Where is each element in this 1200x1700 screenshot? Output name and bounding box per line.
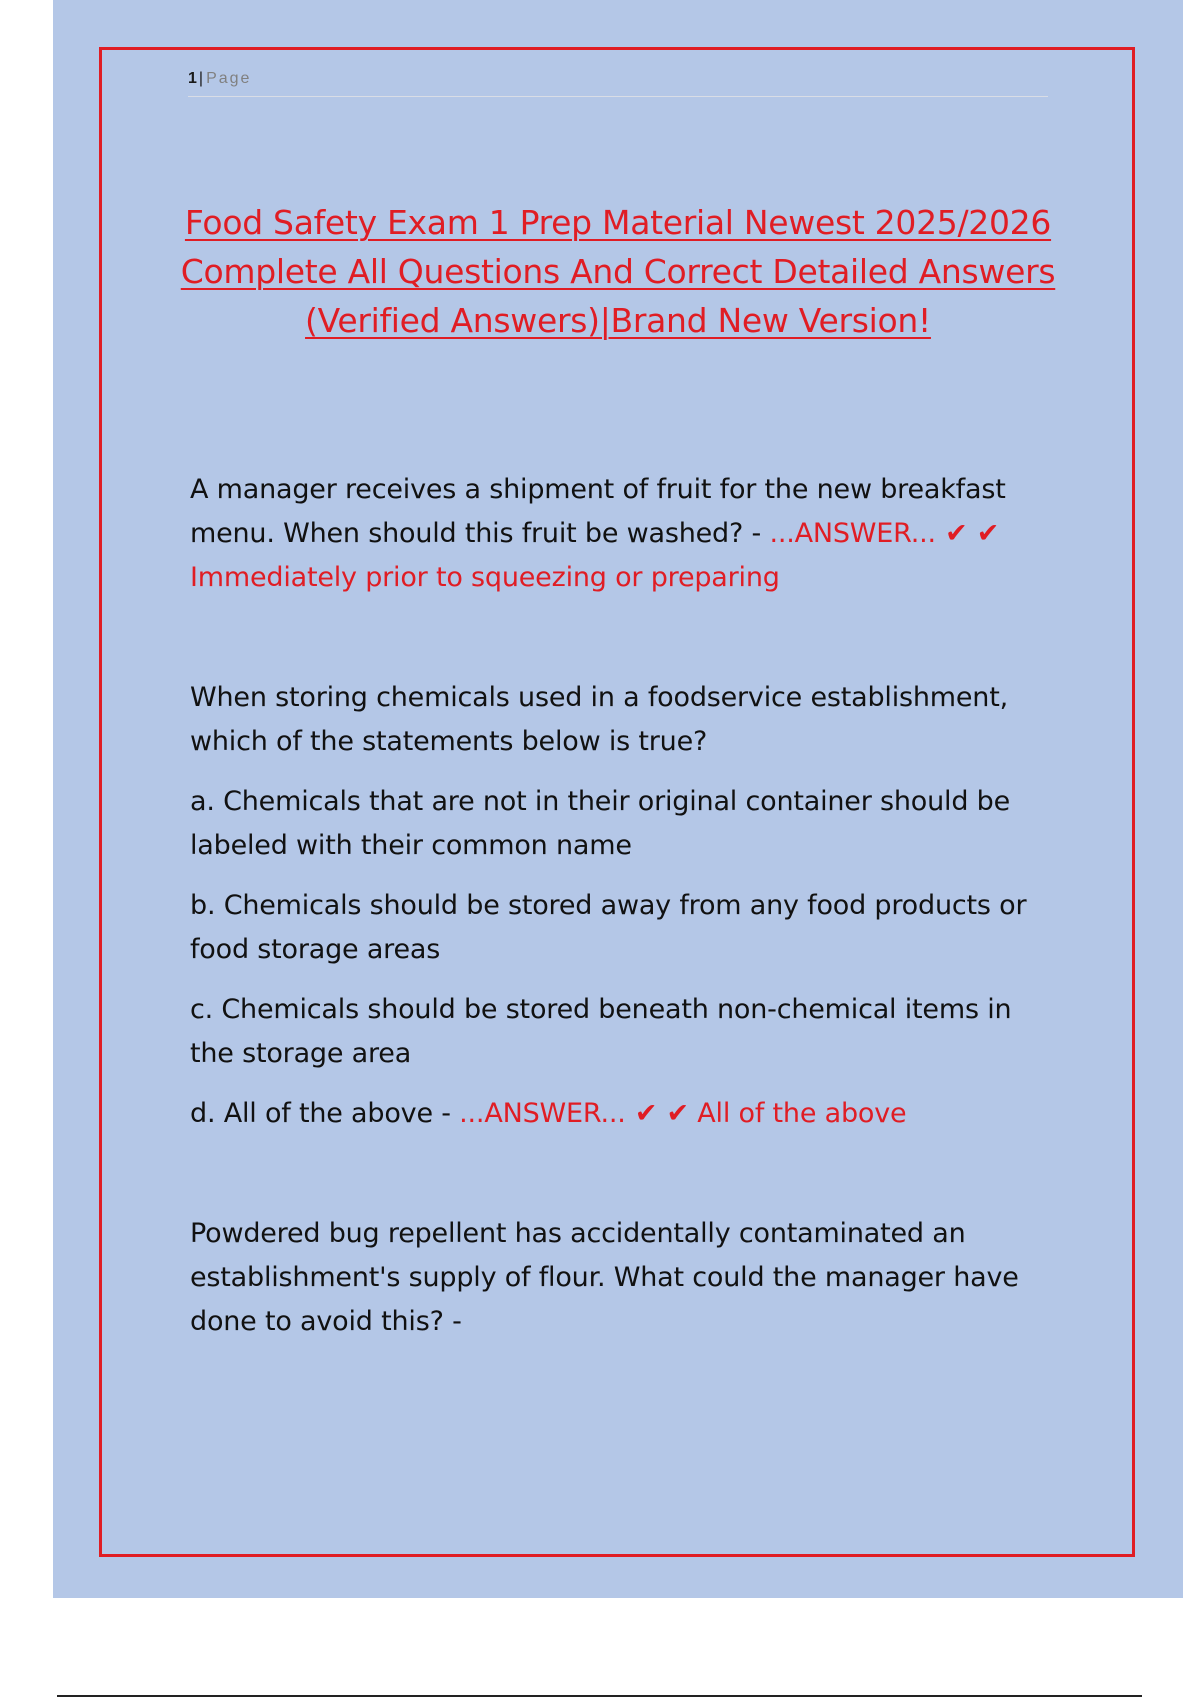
page-number: 1 (188, 70, 197, 87)
page-header (188, 70, 1048, 97)
question-list (190, 468, 1050, 1344)
question-2-option-d (190, 1092, 1050, 1136)
question-2-stem: When storing chemicals used in a foodservice establishment, which of the statements below is true? (190, 682, 1008, 757)
check-mark-icon: ✔ ✔ (935, 518, 1000, 549)
question-3-stem: Powdered bug repellent has accidentally contaminated an establishment's supply of flour. What could the manager have done to avoid this? - (190, 1218, 1019, 1337)
page-label: Page (206, 70, 252, 87)
answer-marker: ...ANSWER... (459, 1098, 626, 1129)
question-2-option-d-text: d. All of the above - (190, 1098, 451, 1129)
footer-rule (57, 1695, 1142, 1697)
question-2-option-b: b. Chemicals should be stored away from any food products or food storage areas (190, 890, 1027, 965)
question-1-answer: Immediately prior to squeezing or preparing (190, 562, 780, 593)
question-2-answer: All of the above (697, 1098, 907, 1129)
question-2-option-a: a. Chemicals that are not in their original container should be labeled with their common name (190, 786, 1010, 861)
question-1-stem: A manager receives a shipment of fruit for the new breakfast menu. When should this fruit be washed? - (190, 474, 1006, 549)
check-mark-icon: ✔ ✔ (625, 1098, 689, 1129)
document-title: Food Safety Exam 1 Prep Material Newest 2025/2026 Complete All Questions And Correct Detailed Answers (Verified Answers)|Brand New Version! (180, 203, 1056, 340)
question-2-option-c: c. Chemicals should be stored beneath non-chemical items in the storage area (190, 994, 1012, 1069)
page-header-separator: | (198, 70, 204, 87)
question-1 (190, 468, 1050, 600)
answer-marker: ...ANSWER... (769, 518, 936, 549)
